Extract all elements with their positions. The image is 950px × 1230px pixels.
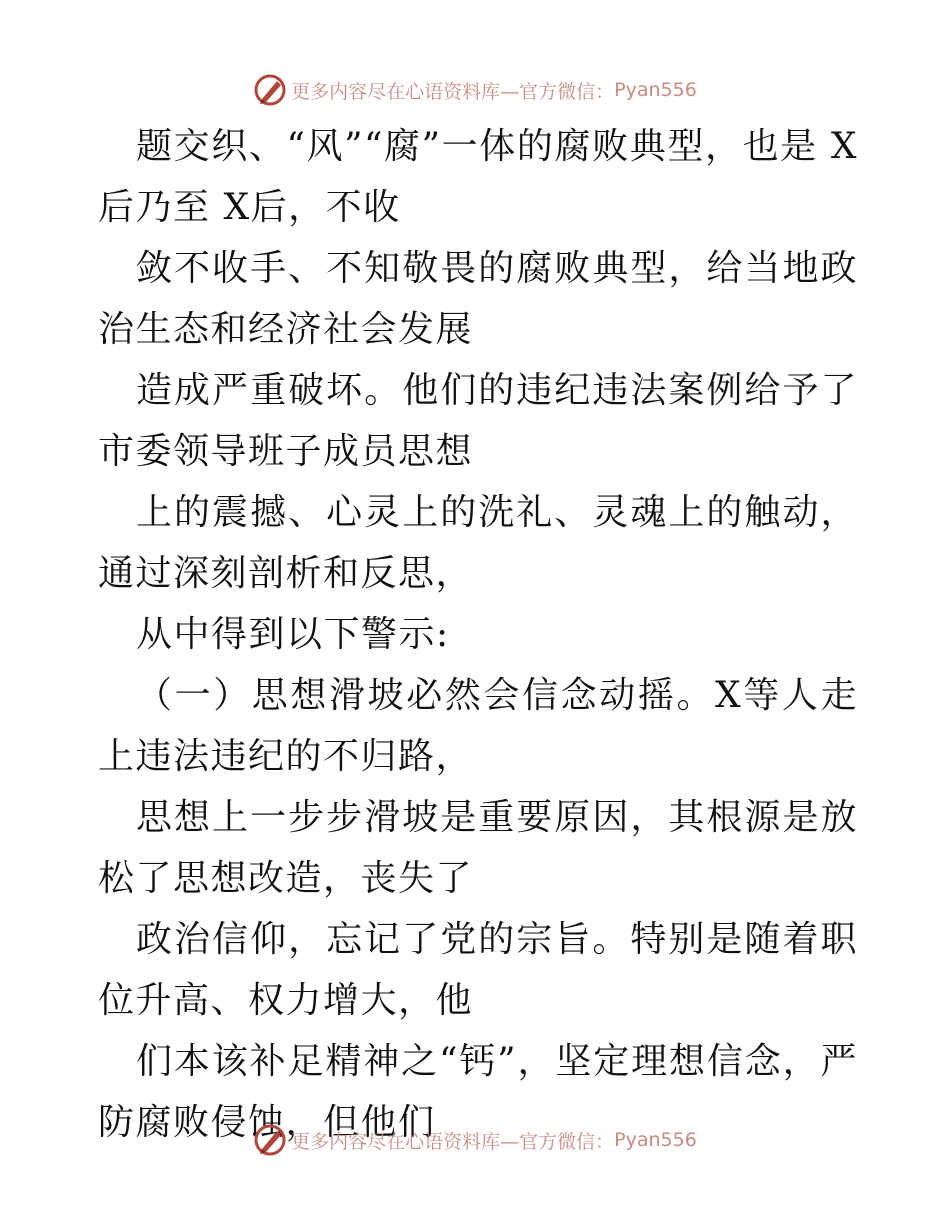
banner-wechat-id: Pyan556	[614, 1129, 697, 1151]
paragraph: （一）思想滑坡必然会信念动摇。X等人走上违法违纪的不归路，	[98, 675, 858, 777]
paragraph: 题交织、“风”“腐”一体的腐败典型，也是 X 后乃至 X后，不收	[98, 126, 858, 228]
paragraph: 思想上一步步滑坡是重要原因，其根源是放松了思想改造，丧失了	[98, 797, 858, 899]
banner-wechat-id: Pyan556	[614, 79, 697, 101]
pen-logo-icon	[253, 1123, 287, 1157]
paragraph: 造成严重破坏。他们的违纪违法案例给予了市委领导班子成员思想	[98, 370, 858, 472]
header-watermark	[0, 70, 950, 110]
banner-text: 更多内容尽在心语资料库—官方微信：	[291, 80, 615, 103]
paragraph: 政治信仰，忘记了党的宗旨。特别是随着职位升高、权力增大，他	[98, 919, 858, 1021]
paragraph: 从中得到以下警示:	[136, 614, 450, 655]
paragraph: 们本该补足精神之“钙”，坚定理想信念，严防腐败侵蚀，但他们	[98, 1041, 858, 1143]
document-body	[98, 116, 858, 1153]
paragraph: 上的震撼、心灵上的洗礼、灵魂上的触动，通过深刻剖析和反思，	[98, 492, 858, 594]
banner-text: 更多内容尽在心语资料库—官方微信：	[291, 1130, 615, 1153]
pen-logo-icon	[253, 73, 287, 107]
footer-watermark	[0, 1120, 950, 1160]
paragraph: 敛不收手、不知敬畏的腐败典型，给当地政治生态和经济社会发展	[98, 248, 858, 350]
